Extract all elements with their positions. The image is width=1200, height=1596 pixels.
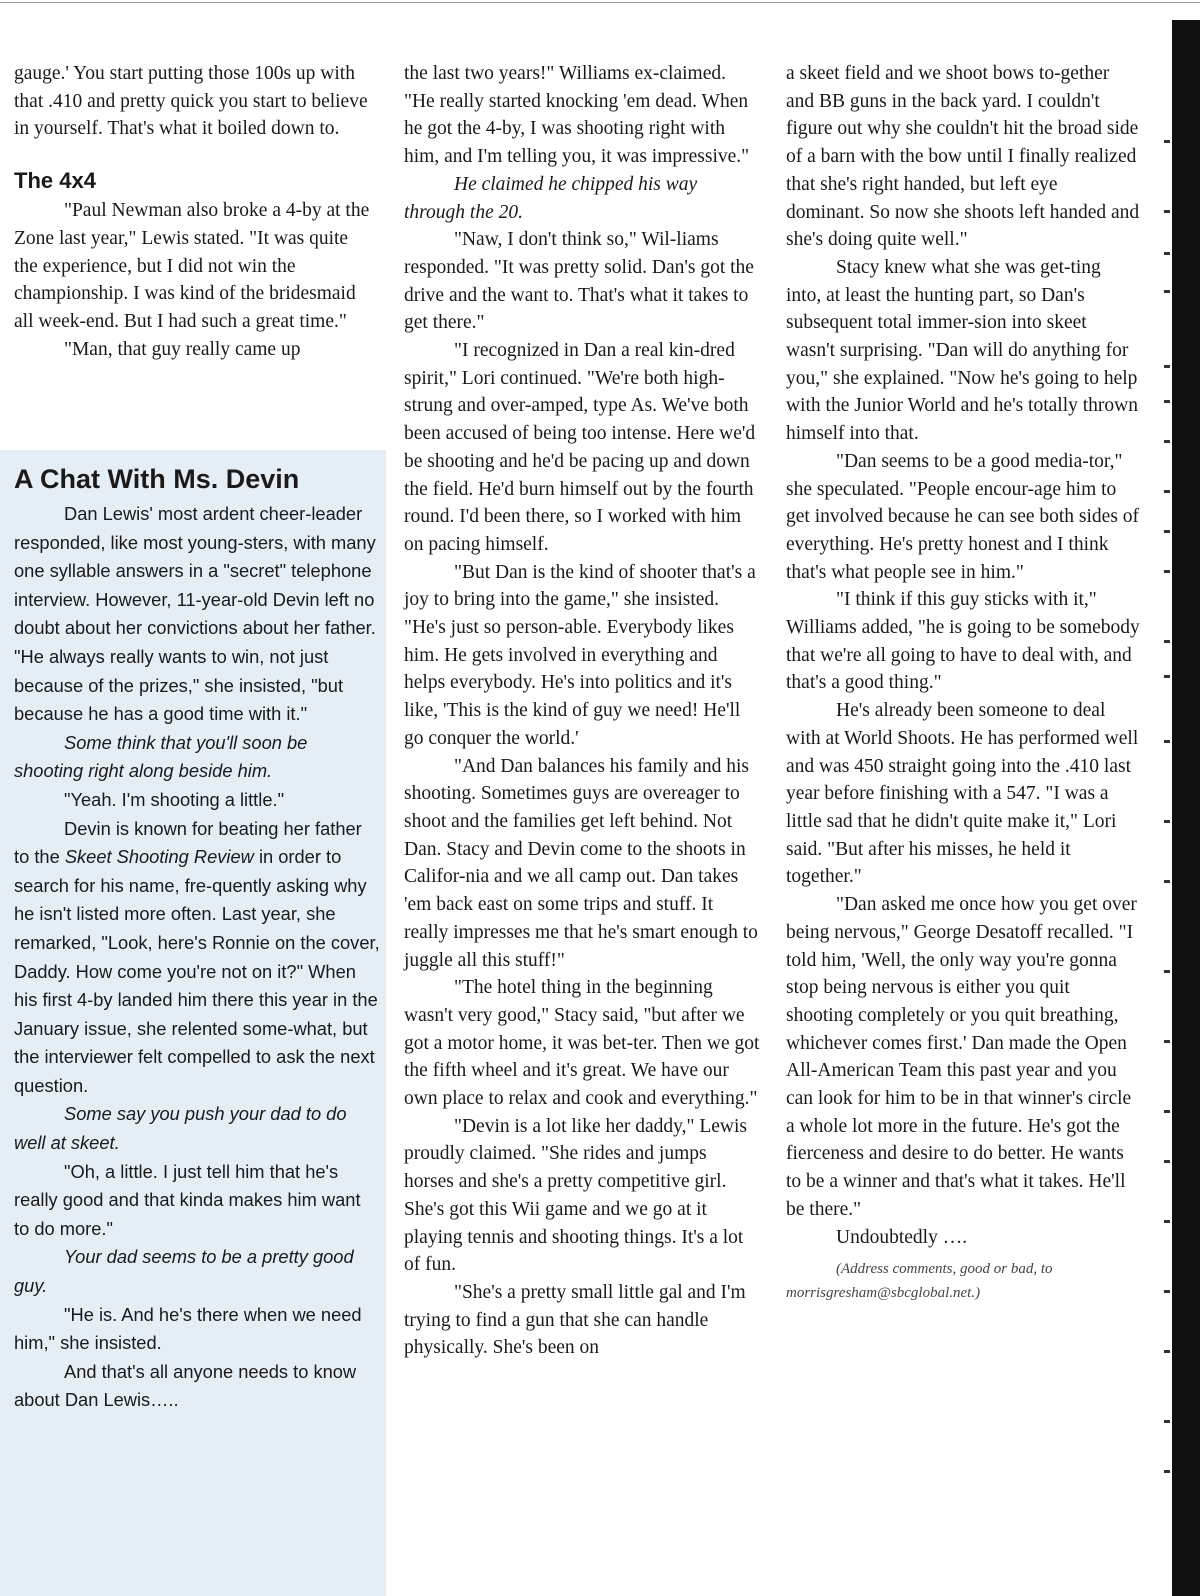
sidebar-heading: A Chat With Ms. Devin [14,464,300,494]
scan-edge-marks [1152,20,1172,1596]
scan-edge-shadow [1172,20,1200,1596]
paragraph: Dan Lewis' most ardent cheer-leader responded, like most young-sters, with many one syllable answers in a "secret" telephone interview. However, 11-year-old Devin left no doubt about her convictions about her father. "He always really wants to win, not just because of the prizes," she insisted, "but because he has a good time with it." [14,503,376,725]
paragraph: "Devin is a lot like her daddy," Lewis proudly claimed. "She rides and jumps horses and she's a pretty competitive girl. She's got this Wii game and we go at it playing tennis and shooting things. It's a lot of fun. [404,1115,748,1276]
column-2 [404,60,760,1362]
paragraph: He's already been someone to deal with at World Shoots. He has performed well and was 450 straight going into the .410 last year before finishing with a 547. "I was a little sad that he didn't quite make it," Lori said. "But after his misses, he held it together." [786,700,1139,888]
text-run: Devin is known for beating her father to the [14,817,362,868]
closing-line: And that's all anyone needs to know about Dan Lewis….. [14,1360,357,1411]
column-3 [786,60,1140,1305]
paragraph: "And Dan balances his family and his shooting. Sometimes guys are overeager to shoot and the families get left behind. Not Dan. Stacy and Devin come to the shoots in Califor-nia and we all camp out. Dan takes 'em back east on some trips and stuff. It really impresses me that he's smart enough to juggle all this stuff!" [404,755,758,971]
paragraph: "I think if this guy sticks with it," Williams added, "he is going to be somebody that we're all going to have to deal with, and that's a good thing." [786,589,1140,694]
author-credit: (Address comments, good or bad, to morrisgresham@sbcglobal.net.) [786,1261,1053,1302]
interview-question: Some say you push your dad to do well at skeet. [14,1103,347,1154]
paragraph: "Dan asked me once how you get over being nervous," George Desatoff recalled. "I told him, 'Well, the only way you're gonna stop being nervous is either you quit shooting completely or you quit breathing, whichever comes first.' Dan made the Open All-American Team this past year and you can look for him to be in that winner's circle a whole lot more in the future. He's got the fierceness and desire to do better. He wants to be a winner and that's what it takes. He'll be there." [786,894,1137,1220]
interview-answer: "Yeah. I'm shooting a little." [64,788,285,810]
paragraph [14,815,380,1101]
paragraph: "Paul Newman also broke a 4-by at the Zone last year," Lewis stated. "It was quite the experience, but I did not win the championship. I was kind of the bridesmaid all week-end. But I had such a great time." [14,200,370,332]
column-1 [14,60,374,363]
paragraph: Undoubtedly …. [836,1226,968,1248]
interview-question: He claimed he chipped his way through the 20. [404,173,698,223]
paragraph: the last two years!" Williams ex-claimed. "He really started knocking 'em dead. When he got the 4-by, I was shooting right with him, and I'm telling you, it was impressive." [404,63,750,168]
paragraph: "The hotel thing in the beginning wasn't very good," Stacy said, "but after we got a motor home, it was bet-ter. Then we got the fifth wheel and it's great. We have our own place to relax and cook and everything." [404,977,760,1110]
paragraph: "Naw, I don't think so," Wil-liams responded. "It was pretty solid. Dan's got the drive and the want to. That's what it takes to get there." [404,229,754,334]
paragraph: "Man, that guy really came up [64,338,301,360]
paragraph: gauge.' You start putting those 100s up with that .410 and pretty quick you start to believe in yourself. That's what it boiled down to. [14,63,368,140]
paragraph: "Dan seems to be a good media-tor," she speculated. "People encour-age him to get involved because he can see both sides of everything. He's pretty honest and I think that's what people see in him." [786,450,1140,583]
publication-title: Skeet Shooting Review [64,846,254,868]
interview-answer: "He is. And he's there when we need him," she insisted. [14,1303,362,1354]
paragraph: a skeet field and we shoot bows to-gether and BB guns in the back yard. I couldn't figure out why she couldn't hit the broad side of a barn with the bow until I finally realized that she's right handed, but left eye dominant. So now she shoots left handed and she's doing quite well." [786,63,1140,251]
interview-question: Some think that you'll soon be shooting right along beside him. [14,731,308,782]
paragraph: "She's a pretty small little gal and I'm trying to find a gun that she can handle physically. She's been on [404,1281,746,1359]
paragraph: "I recognized in Dan a real kin-dred spirit," Lori continued. "We're both high-strung and over-amped, type As. We've both been accused of being too intense. Here we'd be shooting and he'd be pacing up and down the field. He'd burn himself out by the fourth round. I'd been there, so I worked with him on pacing himself. [404,340,756,555]
interview-question: Your dad seems to be a pretty good guy. [14,1246,354,1297]
text-run: in order to search for his name, fre-quently asking why he isn't listed more often. Last year, she remarked, "Look, here's Ronnie on the cover, Daddy. How come you're not on it?" When his first 4-by landed him there this year in the January issue, she relented some-what, but the interviewer felt compelled to ask the next question. [14,846,380,1096]
sidebar-chat-with-devin [0,450,386,1596]
section-heading-4x4: The 4x4 [14,168,96,194]
top-rule [0,2,1200,3]
paragraph: "But Dan is the kind of shooter that's a joy to bring into the game," she insisted. "He's just so person-able. Everybody likes him. He gets involved in everything and helps everybody. He's into politics and it's like, 'This is the kind of guy we need! He'll go conquer the world.' [404,561,756,749]
interview-answer: "Oh, a little. I just tell him that he's really good and that kinda makes him want to do more." [14,1160,361,1239]
paragraph: Stacy knew what she was get-ting into, at least the hunting part, so Dan's subsequent total immer-sion into skeet wasn't surprising. "Dan will do anything for you," she explained. "Now he's going to help with the Junior World and he's totally thrown himself into that. [786,256,1138,445]
